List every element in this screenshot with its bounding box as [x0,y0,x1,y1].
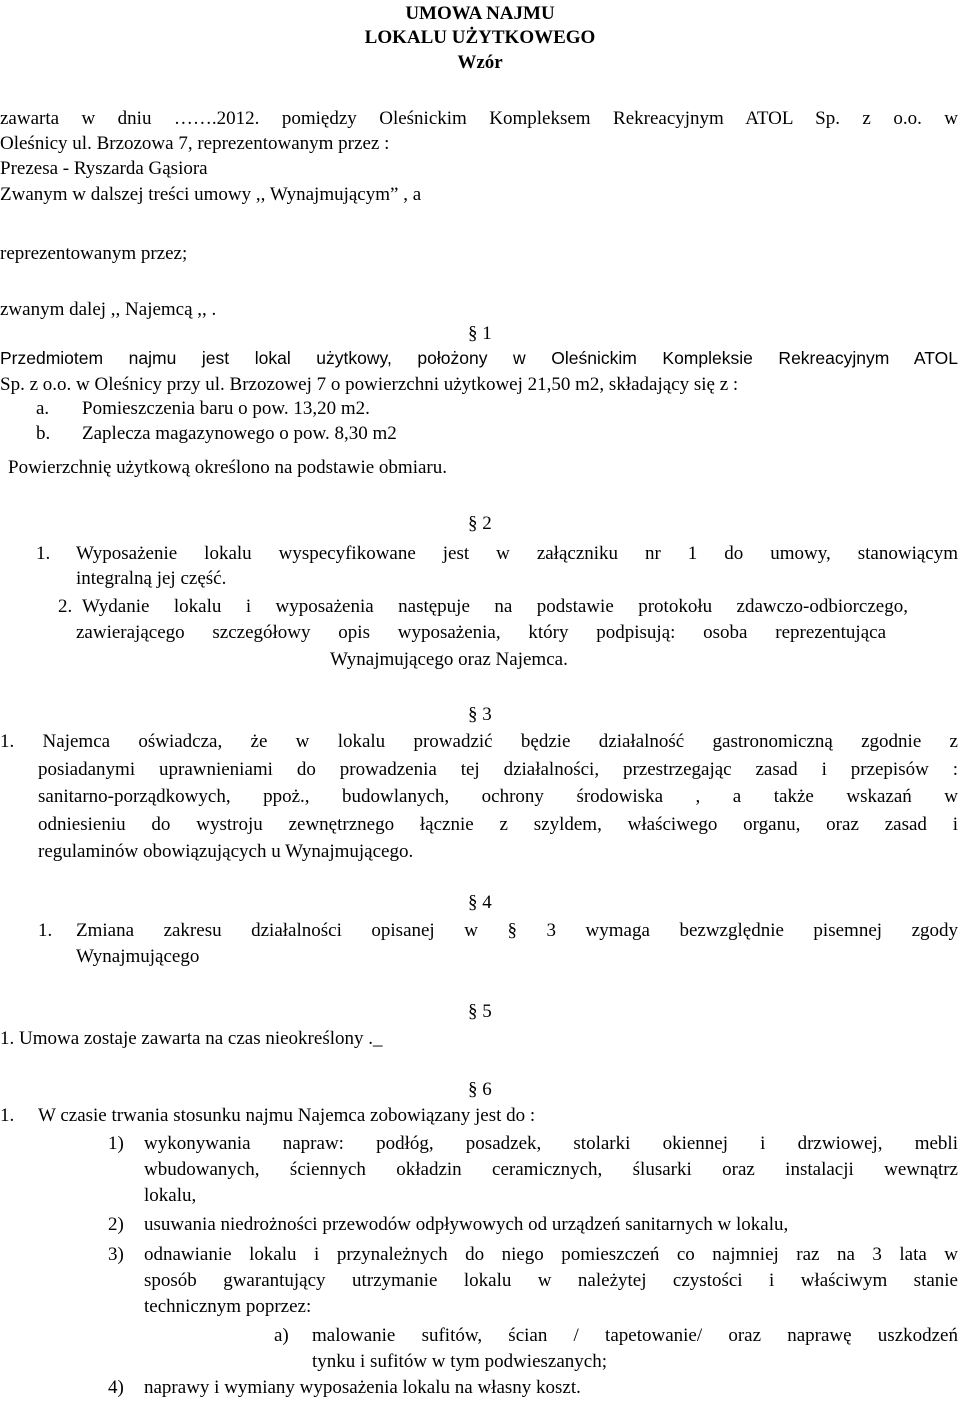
s6-line: technicznym poprzez: [144,1296,312,1317]
s6-list-marker: 2) [108,1214,124,1235]
intro-line: Prezesa - Ryszarda Gąsiora [0,158,208,179]
intro-line: Oleśnicy ul. Brzozowa 7, reprezentowanym przez : [0,133,390,154]
s2-line: integralną jej część. [76,568,227,589]
s5-line: 1. Umowa zostaje zawarta na czas nieokreślony ._ [0,1028,383,1049]
s2-line: Wynajmującego oraz Najemca. [330,649,568,670]
s2-line: Wydanie lokalu i wyposażenia następuje na podstawie protokołu zdawczo-odbiorczego, [82,596,908,617]
s4-line: Zmiana zakresu działalności opisanej w § 3 wymaga bezwzględnie pisemnej zgody [76,920,958,941]
s6-line: wykonywania napraw: podłóg, posadzek, stolarki okiennej i drzwiowej, mebli [144,1133,958,1154]
s3-line: regulaminów obowiązujących u Wynajmującego. [38,841,414,862]
section-4-heading: § 4 [468,892,492,913]
s6-line: lokalu, [144,1185,197,1206]
section-3-heading: § 3 [468,704,492,725]
s6-intro: W czasie trwania stosunku najmu Najemca zobowiązany jest do : [38,1105,536,1126]
intro-line: reprezentowanym przez; [0,243,188,264]
section-6-heading: § 6 [468,1079,492,1100]
section-1-heading: § 1 [468,323,492,344]
s4-line: Wynajmującego [76,946,200,967]
section-2-heading: § 2 [468,513,492,534]
s1-list-item: Zaplecza magazynowego o pow. 8,30 m2 [82,423,397,444]
s6-list-marker: 1) [108,1133,124,1154]
s6-list-marker: 3) [108,1244,124,1265]
document-subtitle: LOKALU UŻYTKOWEGO [364,27,596,48]
s1-list-marker: a. [36,398,50,419]
s3-line: 1. Najemca oświadcza, że w lokalu prowadzić będzie działalność gastronomiczną zgodnie z [0,731,958,752]
s6-line: sposób gwarantujący utrzymanie lokalu w należytej czystości i właściwym stanie [144,1270,958,1291]
s6-line: wbudowanych, ściennych okładzin ceramicznych, ślusarki oraz instalacji wewnątrz [144,1159,958,1180]
s2-list-marker: 2. [58,596,73,617]
s3-line: odniesieniu do wystroju zewnętrznego łącznie z szyldem, właściwego organu, oraz zasad i [38,814,958,835]
document-title: UMOWA NAJMU [405,3,555,24]
intro-line: Zwanym w dalszej treści umowy ,, Wynajmującym” , a [0,184,422,205]
s3-line: posiadanymi uprawnieniami do prowadzenia tej działalności, przestrzegając zasad i przepisów : [38,759,958,780]
intro-line: zawarta w dniu …….2012. pomiędzy Oleśnickim Kompleksem Rekreacyjnym ATOL Sp. z o.o. w [0,108,958,129]
s6-line: malowanie sufitów, ścian / tapetowanie/ oraz naprawę uszkodzeń [312,1325,958,1346]
s1-list-marker: b. [36,423,51,444]
s6-line: odnawianie lokalu i przynależnych do niego pomieszczeń co najmniej raz na 3 lata w [144,1244,958,1265]
s1-line: Sp. z o.o. w Oleśnicy przy ul. Brzozowej 7 o powierzchni użytkowej 21,50 m2, składający się z : [0,374,739,395]
section-5-heading: § 5 [468,1001,492,1022]
s1-line: Powierzchnię użytkową określono na podstawie obmiaru. [8,457,447,478]
s2-list-marker: 1. [36,543,51,564]
document-template-label: Wzór [457,52,503,73]
s6-line: tynku i sufitów w tym podwieszanych; [312,1351,607,1372]
s6-list-marker: 4) [108,1377,124,1398]
s6-line: usuwania niedrożności przewodów odpływowych od urządzeń sanitarnych w lokalu, [144,1214,789,1235]
s2-line: Wyposażenie lokalu wyspecyfikowane jest w załączniku nr 1 do umowy, stanowiącym [76,543,958,564]
s4-list-marker: 1. [38,920,53,941]
s3-line: sanitarno-porządkowych, ppoż., budowlanych, ochrony środowiska , a także wskazań w [38,786,958,807]
s6-line: naprawy i wymiany wyposażenia lokalu na własny koszt. [144,1377,581,1398]
s6-list-marker: 1. [0,1105,15,1126]
s1-list-item: Pomieszczenia baru o pow. 13,20 m2. [82,398,370,419]
intro-line: zwanym dalej ,, Najemcą ,, . [0,299,217,320]
s2-line: zawierającego szczegółowy opis wyposażenia, który podpisują: osoba reprezentująca [76,622,886,643]
s6-list-marker: a) [274,1325,289,1346]
s1-line: Przedmiotem najmu jest lokal użytkowy, położony w Oleśnickim Kompleksie Rekreacyjnym ATOL [0,348,958,368]
